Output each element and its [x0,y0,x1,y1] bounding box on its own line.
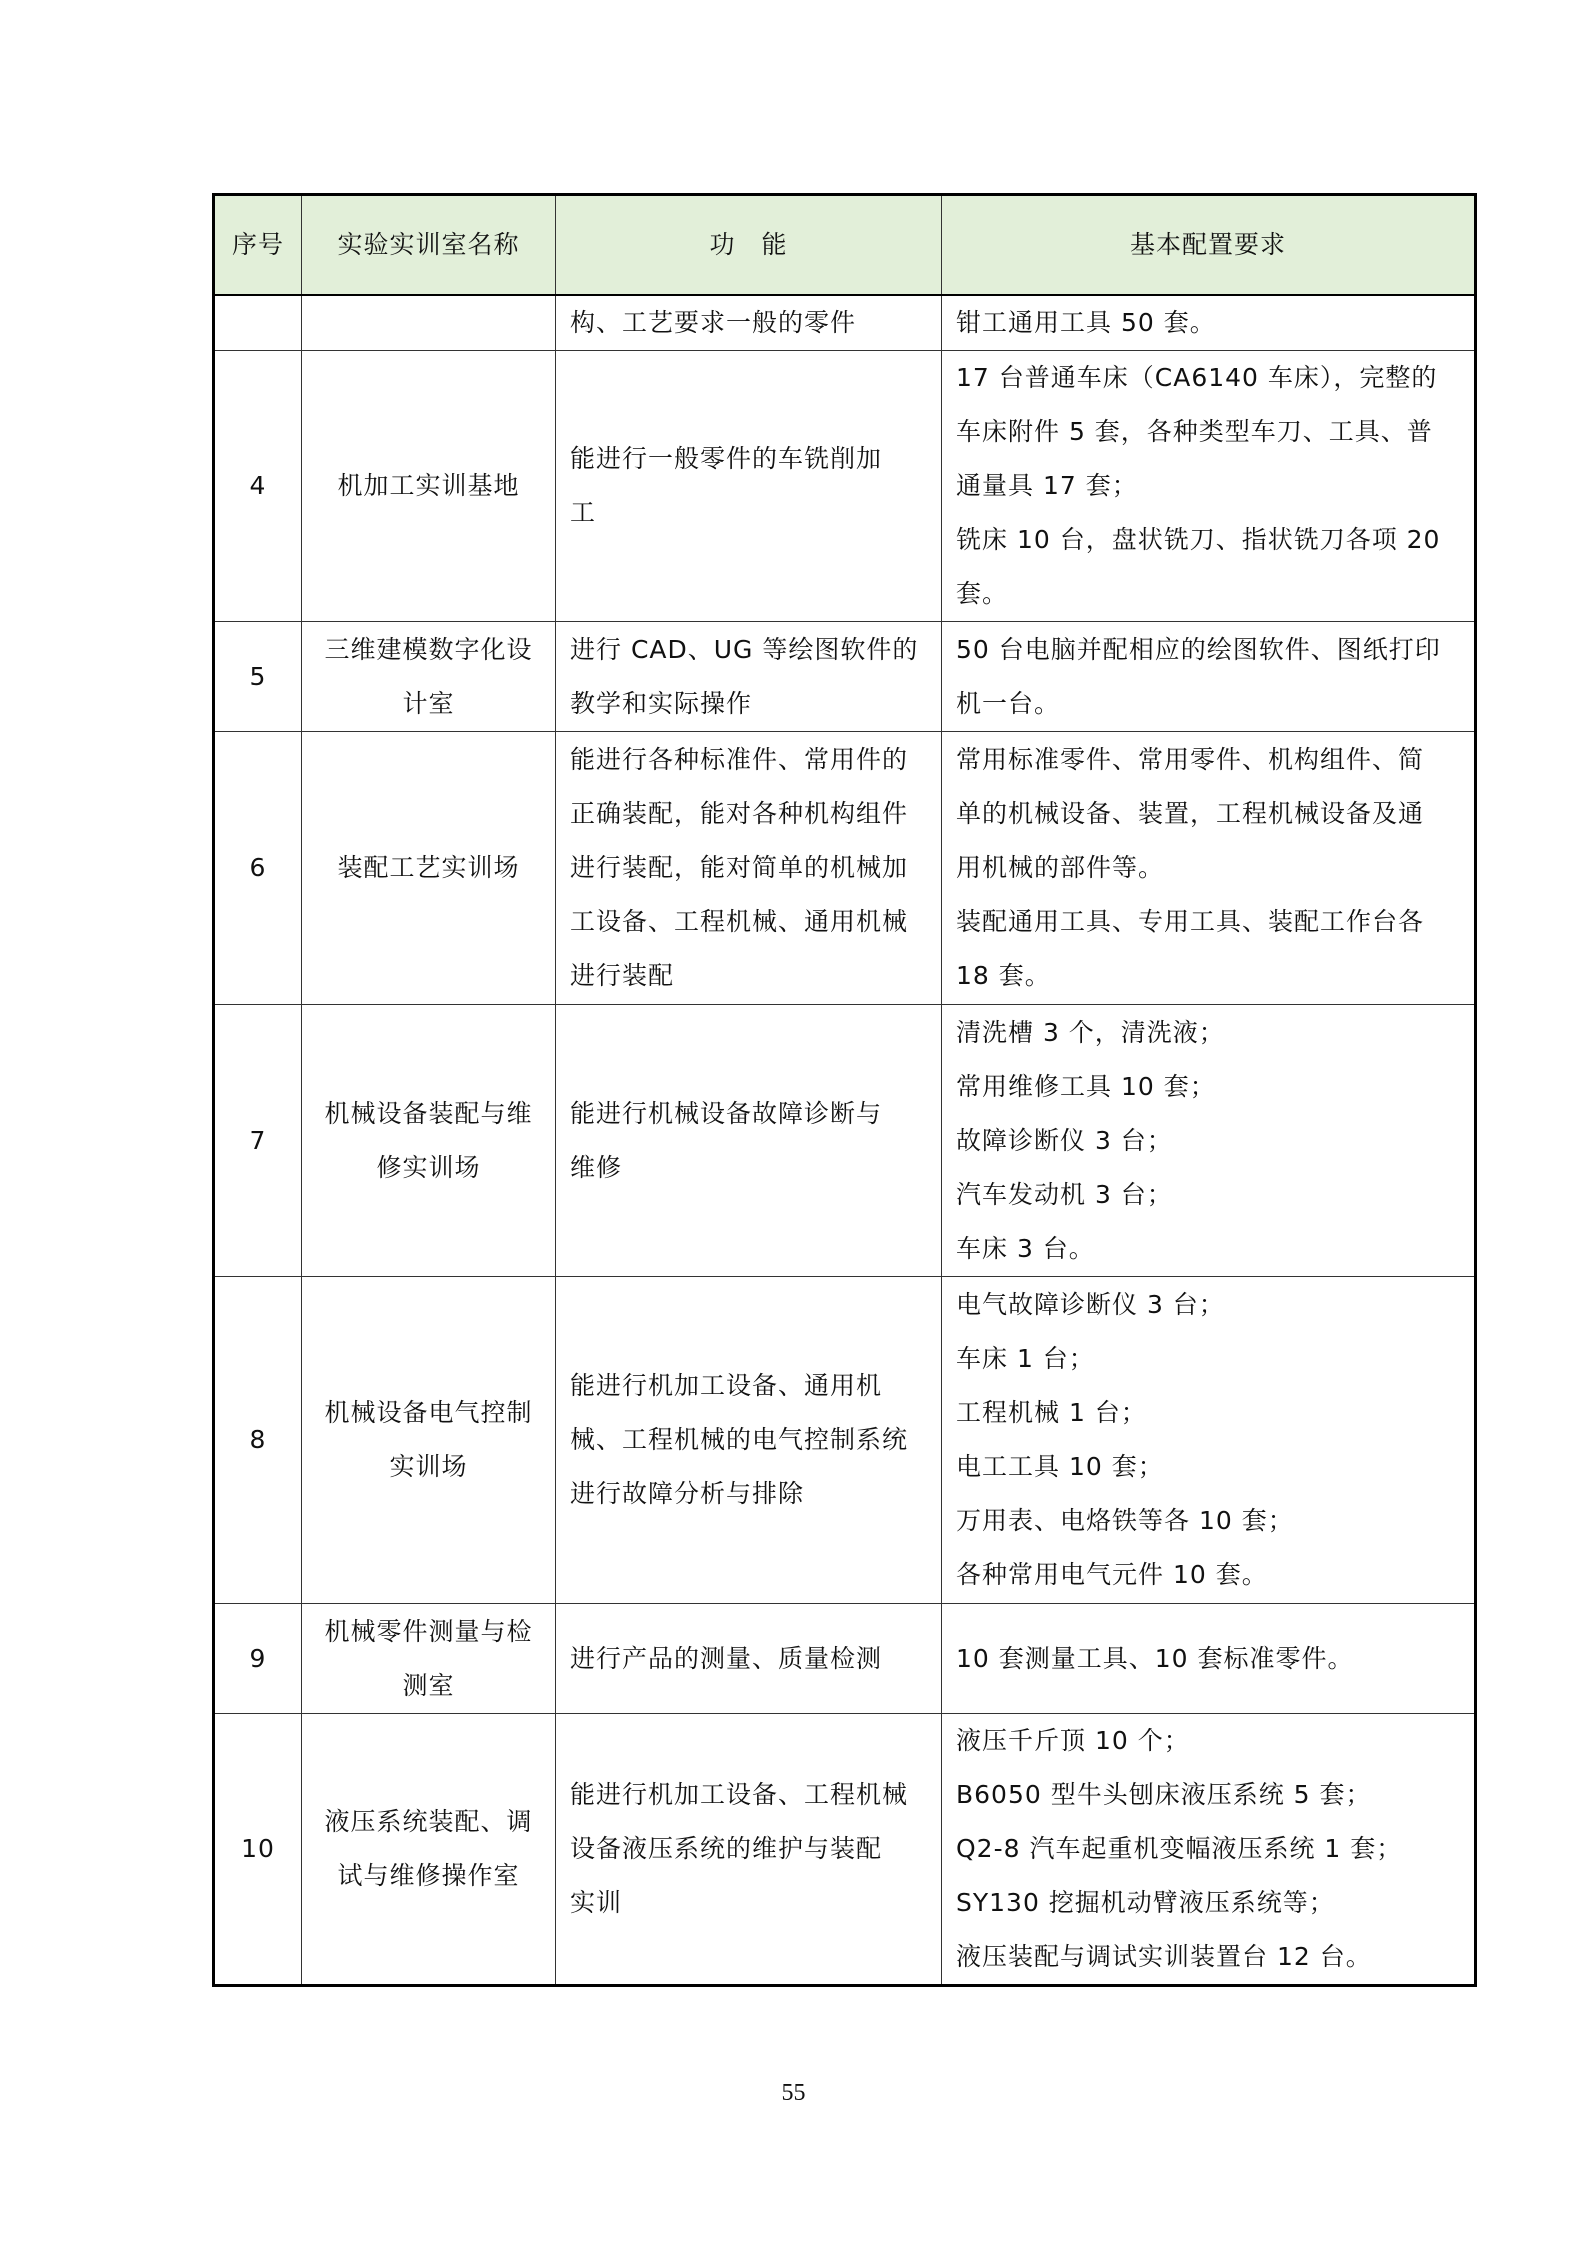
cell-name [302,1604,556,1714]
text-line: 18 套。 [956,961,1051,990]
header-room-name: 实验实训室名称 [302,195,556,296]
cell-no: 4 [214,351,302,622]
cell-function [556,1005,942,1277]
text-line: 机械零件测量与检 [324,1616,533,1646]
text-line: 清洗槽 3 个，清洗液； [956,1017,1225,1047]
cell-requirements [942,295,1476,351]
text-line: 液压千斤顶 10 个； [956,1726,1190,1755]
text-line: 实训场 [389,1452,468,1481]
text-line: 17 台普通车床（CA6140 车床），完整的 [956,363,1438,392]
table-row [214,1714,1476,1986]
text-line: 进行装配，能对简单的机械加 [570,853,909,882]
text-line: 50 台电脑并配相应的绘图软件、图纸打印 [956,634,1441,664]
cell-no: 9 [214,1604,302,1714]
text-line: 装配工艺实训场 [337,853,520,882]
table-row [214,622,1476,732]
text-line: 机加工实训基地 [337,471,520,500]
text-line: 液压装配与调试实训装置台 12 台。 [956,1942,1372,1971]
cell-no [214,295,302,351]
table-body [214,295,1476,1986]
cell-requirements [942,1604,1476,1714]
cell-function [556,351,942,622]
header-function: 功 能 [556,195,942,296]
text-line: B6050 型牛头刨床液压系统 5 套； [956,1780,1372,1809]
text-line: 常用维修工具 10 套； [956,1071,1216,1101]
text-line: 10 套测量工具、10 套标准零件。 [956,1643,1354,1673]
header-no: 序号 [214,195,302,296]
text-line: 车床 3 台。 [956,1233,1095,1263]
text-line: 装配通用工具、专用工具、装配工作台各 [956,907,1425,936]
text-line: 工程机械 1 台； [956,1398,1147,1427]
table-row [214,295,1476,351]
text-line: 进行 CAD、UG 等绘图软件的 [570,634,919,664]
equipment-table [212,193,1477,1987]
text-line: 构、工艺要求一般的零件 [570,308,857,337]
cell-function [556,1604,942,1714]
text-line: Q2-8 汽车起重机变幅液压系统 1 套； [956,1834,1403,1863]
text-line: 各种常用电气元件 10 套。 [956,1560,1268,1589]
cell-requirements [942,732,1476,1005]
text-line: 修实训场 [376,1152,481,1182]
text-line: 教学和实际操作 [570,688,753,718]
text-line: 进行故障分析与排除 [570,1479,805,1508]
text-line: 进行装配 [570,961,675,990]
text-line: 能进行一般零件的车铣削加 [570,444,883,473]
text-line: 铣床 10 台，盘状铣刀、指状铣刀各项 20 [956,525,1441,554]
text-line: 单的机械设备、装置，工程机械设备及通 [956,799,1425,828]
header-requirements: 基本配置要求 [942,195,1476,296]
cell-requirements [942,1005,1476,1277]
text-line: 电工工具 10 套； [956,1452,1164,1481]
text-line: 汽车发动机 3 台； [956,1179,1173,1209]
text-line: 试与维修操作室 [337,1861,520,1890]
text-line: 通量具 17 套； [956,471,1138,500]
text-line: 机一台。 [956,688,1061,718]
table-row [214,1277,1476,1604]
table-row [214,1005,1476,1277]
text-line: 常用标准零件、常用零件、机构组件、简 [956,745,1425,774]
text-line: 车床 1 台； [956,1344,1095,1373]
text-line: 车床附件 5 套，各种类型车刀、工具、普 [956,417,1433,446]
text-line: 电气故障诊断仪 3 台； [956,1290,1225,1319]
cell-no: 5 [214,622,302,732]
table-row [214,351,1476,622]
text-line: 套。 [956,579,1009,608]
text-line: 进行产品的测量、质量检测 [570,1643,883,1673]
cell-requirements [942,1714,1476,1986]
text-line: 工 [570,498,597,527]
cell-name [302,622,556,732]
text-line: 三维建模数字化设 [324,634,533,664]
text-line: 能进行机械设备故障诊断与 [570,1098,883,1128]
text-line: 能进行机加工设备、通用机 [570,1371,883,1400]
text-line: 实训 [570,1888,623,1917]
cell-requirements [942,622,1476,732]
text-line: 液压系统装配、调 [324,1807,533,1836]
table-header-row [214,195,1476,296]
text-line: SY130 挖掘机动臂液压系统等； [956,1888,1335,1917]
text-line: 机械设备装配与维 [324,1098,533,1128]
cell-no: 6 [214,732,302,1005]
text-line: 械、工程机械的电气控制系统 [570,1425,909,1454]
cell-name [302,1277,556,1604]
cell-function [556,1277,942,1604]
text-line: 测室 [402,1670,455,1700]
text-line: 故障诊断仪 3 台； [956,1125,1173,1155]
text-line: 维修 [570,1152,623,1182]
text-line: 计室 [402,688,455,718]
cell-function [556,732,942,1005]
text-line: 能进行各种标准件、常用件的 [570,745,909,774]
cell-name [302,351,556,622]
cell-name [302,295,556,351]
table-row [214,1604,1476,1714]
cell-function [556,1714,942,1986]
cell-name [302,1005,556,1277]
cell-no: 8 [214,1277,302,1604]
text-line: 设备液压系统的维护与装配 [570,1834,883,1863]
cell-name [302,1714,556,1986]
cell-function [556,295,942,351]
text-line: 用机械的部件等。 [956,853,1165,882]
cell-requirements [942,351,1476,622]
cell-name [302,732,556,1005]
page-number: 55 [781,2080,806,2106]
text-line: 能进行机加工设备、工程机械 [570,1780,909,1809]
cell-no: 7 [214,1005,302,1277]
text-line: 正确装配，能对各种机构组件 [570,799,909,828]
text-line: 钳工通用工具 50 套。 [956,308,1216,337]
cell-function [556,622,942,732]
table-row [214,732,1476,1005]
cell-no: 10 [214,1714,302,1986]
cell-requirements [942,1277,1476,1604]
text-line: 机械设备电气控制 [324,1398,533,1427]
text-line: 万用表、电烙铁等各 10 套； [956,1506,1294,1535]
text-line: 工设备、工程机械、通用机械 [570,907,909,936]
